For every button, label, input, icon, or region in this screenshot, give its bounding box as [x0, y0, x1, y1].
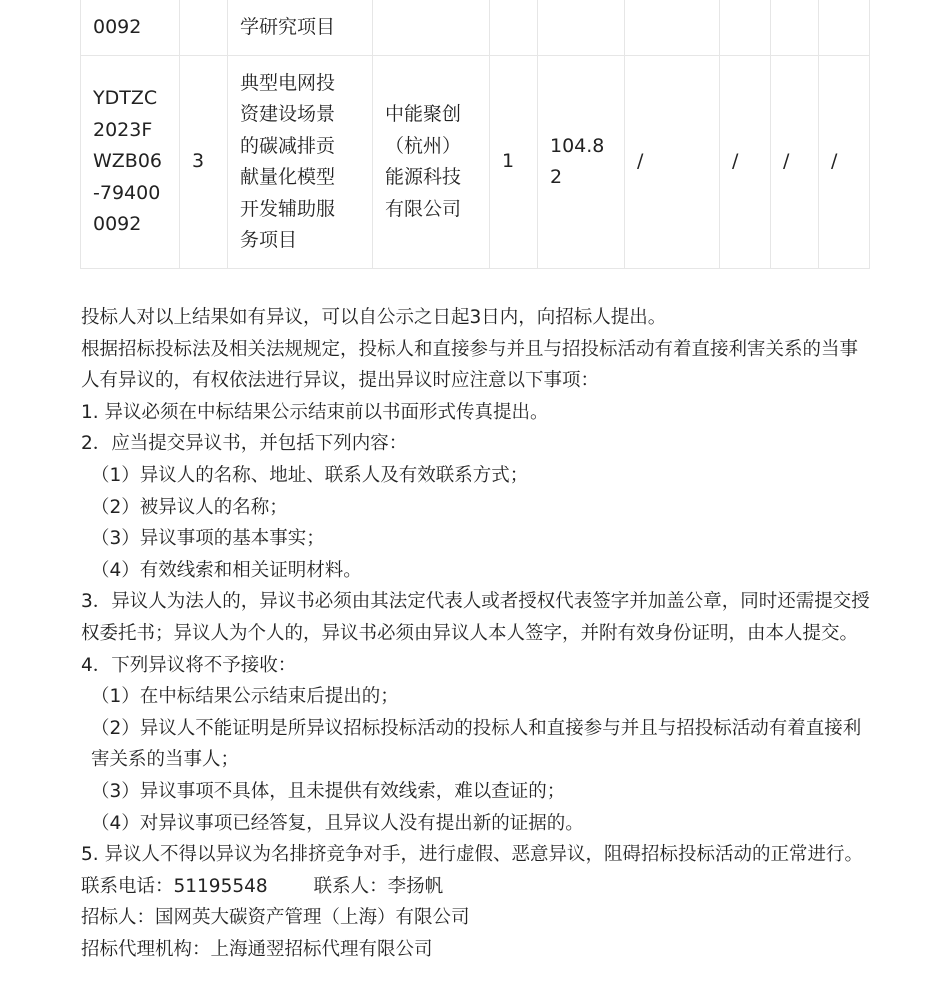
text-line: 献量化模型: [240, 166, 336, 188]
text-line: 资建设场景: [240, 103, 336, 125]
notice-intro: 投标人对以上结果如有异议，可以自公示之日起3日内，向招标人提出。: [81, 307, 667, 328]
cell-9: [771, 0, 819, 56]
notice-item-5: 5. 异议人不得以异议为名排挤竞争对手，进行虚假、恶意异议，阻碍招标投标活动的正常进行。: [81, 844, 864, 866]
notice-item-2-1: （1）异议人的名称、地址、联系人及有效联系方式；: [91, 464, 529, 486]
price-cell: [538, 56, 625, 269]
text-line: 能源科技: [385, 166, 462, 188]
package-no-cell: 3: [180, 56, 228, 269]
text-line: 开发辅助服: [240, 197, 336, 220]
text-line: 中能聚创: [385, 103, 462, 125]
project-name-cell: 学研究项目: [228, 0, 373, 56]
notice-item-2-3: （3）异议事项的基本事实；: [91, 528, 325, 550]
text-line: 0092: [93, 213, 142, 236]
text-line: 务项目: [240, 229, 298, 251]
cell-8: [720, 0, 771, 56]
text-line: YDTZC: [93, 87, 158, 110]
rank-cell: [490, 0, 538, 56]
tender-agency: 招标代理机构：上海通翌招标代理有限公司: [81, 938, 433, 960]
table-row: [81, 0, 870, 56]
text-line: 的碳减排贡: [240, 134, 336, 157]
tenderer: 招标人：国网英大碳资产管理（上海）有限公司: [81, 907, 470, 929]
bidder-cell: [373, 56, 490, 269]
price-cell: [538, 0, 625, 56]
bid-result-table: [80, 0, 870, 269]
contact-line: [81, 871, 871, 903]
cell-8: /: [720, 56, 771, 269]
text-line: （杭州）: [385, 134, 462, 157]
notice-item-3: 3．异议人为法人的，异议书必须由其法定代表人或者授权代表签字并加盖公章，同时还需提交授权委托书；异议人为个人的，异议书必须由异议人本人签字，并附有效身份证明，由本人提交。: [81, 591, 870, 644]
project-name-cell: [228, 56, 373, 269]
cell-7: /: [625, 56, 720, 269]
notice-item-2-2: （2）被异议人的名称；: [91, 496, 288, 518]
cell-10: /: [819, 56, 870, 269]
text-line: 典型电网投: [240, 71, 336, 94]
notice-item-4-1: （1）在中标结果公示结束后提出的；: [91, 686, 399, 708]
package-no-cell: [180, 0, 228, 56]
notice-item-2: 2．应当提交异议书，并包括下列内容：: [81, 433, 408, 455]
notice-item-1: 1. 异议必须在中标结果公示结束前以书面形式传真提出。: [81, 401, 549, 423]
cell-9: /: [771, 56, 819, 269]
text-line: WZB06: [93, 150, 163, 173]
notice-item-4-2: （2）异议人不能证明是所异议招标投标活动的投标人和直接参与并且与招投标活动有着直接利害关系的当事人；: [91, 717, 862, 771]
notice-item-4: 4．下列异议将不予接收：: [81, 654, 297, 676]
text-line: 2: [550, 166, 563, 188]
contact-person: 联系人：李扬帆: [313, 875, 444, 897]
project-code-cell: [81, 56, 180, 269]
text-line: 有限公司: [385, 197, 462, 220]
objection-notice: [81, 302, 871, 965]
project-code-cell: 0092: [81, 0, 180, 56]
notice-item-4-3: （3）异议事项不具体，且未提供有效线索，难以查证的；: [91, 780, 566, 802]
text-line: 104.8: [550, 134, 605, 157]
bidder-cell: [373, 0, 490, 56]
notice-law: 根据招标投标法及相关法规规定，投标人和直接参与并且与招投标活动有着直接利害关系的当事人有异议的，有权依法进行异议，提出异议时应注意以下事项：: [81, 338, 859, 392]
contact-phone: 联系电话：51195548: [81, 875, 268, 897]
table-row: [81, 56, 870, 269]
cell-10: [819, 0, 870, 56]
cell-7: [625, 0, 720, 56]
notice-item-4-4: （4）对异议事项已经答复，且异议人没有提出新的证据的。: [91, 812, 584, 834]
text-line: 2023F: [93, 118, 153, 141]
notice-item-2-4: （4）有效线索和相关证明材料。: [91, 559, 362, 581]
rank-cell: 1: [490, 56, 538, 269]
text-line: -79400: [93, 181, 161, 204]
